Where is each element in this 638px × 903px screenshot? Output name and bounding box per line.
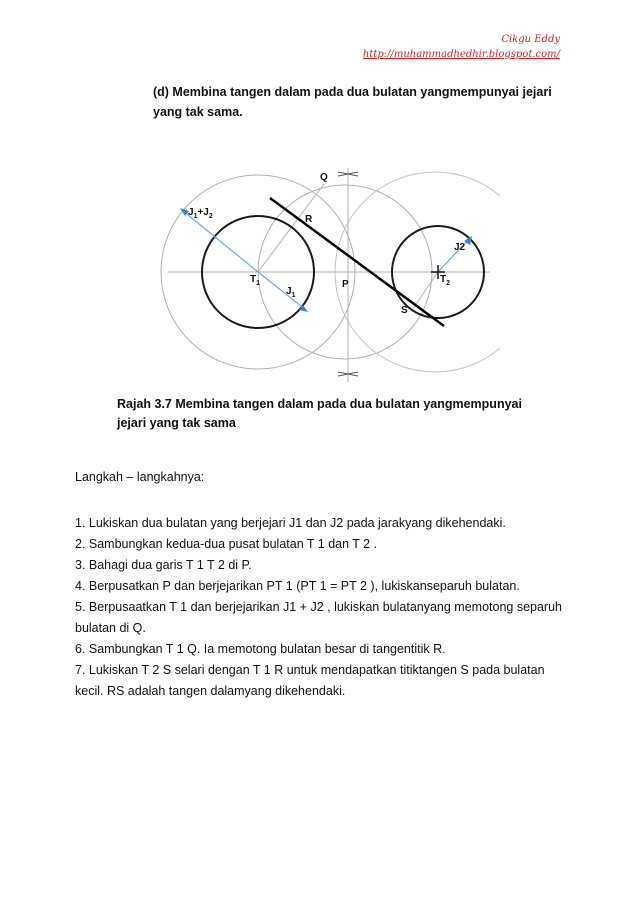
label-t1: $T_1$ [250,274,261,287]
step-item: 5. Berpusaatkan T 1 dan berjejarikan J1 + J2 , lukiskan bulatanyang memotong separuh bulatan di Q. [75,600,562,635]
label-t2: $T_2$ [440,274,451,287]
label-j1: $J_1$ [286,286,296,299]
label-r: R [305,214,313,225]
steps-list [75,513,575,702]
label-s: S [401,305,408,316]
tangent-construction-diagram [150,160,500,390]
figure-caption: Rajah 3.7 Membina tangen dalam pada dua bulatan yangmempunyai jejari yang tak sama [117,397,522,430]
internal-tangent-rs [270,198,444,326]
step-item: 3. Bahagi dua garis T 1 T 2 di P. [75,558,252,572]
section-title: (d) Membina tangen dalam pada dua bulatan yangmempunyai jejari yang tak sama. [153,85,552,119]
label-q: Q [320,172,328,183]
step-item: 6. Sambungkan T 1 Q. Ia memotong bulatan besar di tangentitik R. [75,642,446,656]
header-author: Cikgu Eddy [501,34,560,45]
header-url-link[interactable]: http://muhammadhedhir.blogspot.com/ [362,49,560,60]
step-item: 2. Sambungkan kedua-dua pusat bulatan T 1 dan T 2 . [75,537,378,551]
steps-heading: Langkah – langkahnya: [75,470,205,484]
radius-j1-arrow [258,272,306,310]
label-p: P [342,279,349,290]
step-item: 4. Berpusatkan P dan berjejarikan PT 1 (PT 1 = PT 2 ), lukiskanseparuh bulatan. [75,579,520,593]
step-item: 7. Lukiskan T 2 S selari dengan T 1 R untuk mendapatkan titiktangen S pada bulatan kecil. RS adalah tangen dalamyang dikehendaki. [75,663,545,698]
step-item: 1. Lukiskan dua bulatan yang berjejari J1 dan J2 pada jarakyang dikehendaki. [75,516,506,530]
label-j2: J2 [454,242,466,253]
label-j1-plus-j2: $J_1+J_2$ [188,207,213,220]
